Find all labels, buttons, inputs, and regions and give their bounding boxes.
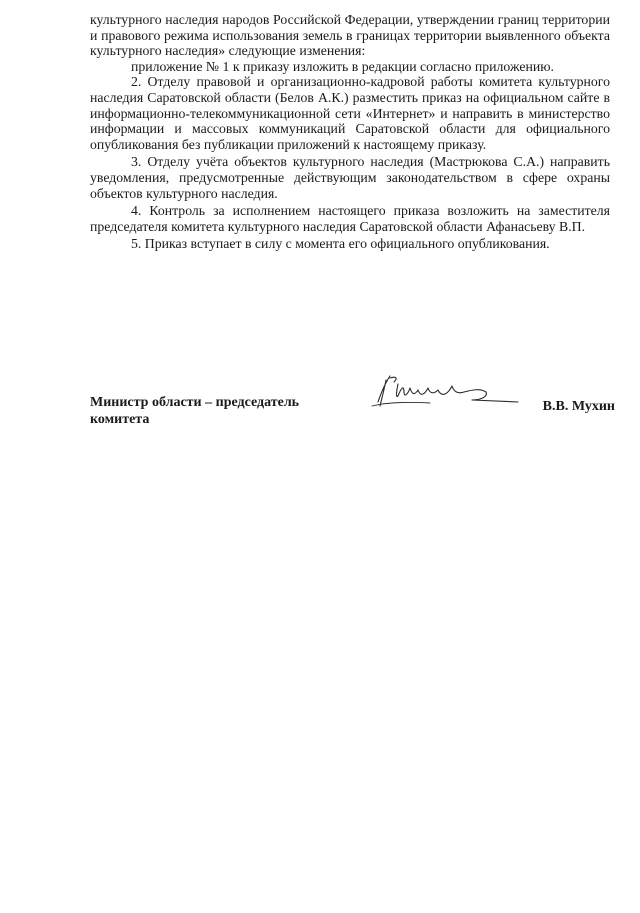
paragraph-item-5: 5. Приказ вступает в силу с момента его официального опубликования.	[131, 236, 550, 252]
handwritten-signature	[368, 372, 528, 412]
signer-name: В.В. Мухин	[542, 399, 615, 414]
document-body	[90, 12, 610, 252]
paragraph-item-2: 2. Отделу правовой и организационно-кадровой работы комитета культурного наследия Саратовской области (Белов А.К.) разместить приказ на официальном сайте в информационно-телекоммуникационной сети «Интернет» и направить в министерство информации и массовых коммуникаций Саратовской области для официального опубликования без публикации приложений к настоящему приказу.	[90, 74, 610, 152]
paragraph-continuation: культурного наследия народов Российской Федерации, утверждении границ территории и правового режима использования земель в границах территории выявленного объекта культурного наследия» следующие изменения:	[90, 12, 610, 59]
paragraph-appendix-clause: приложение № 1 к приказу изложить в редакции согласно приложению.	[131, 58, 554, 74]
signature-block	[90, 394, 615, 438]
signer-position-title: Министр области – председатель комитета	[90, 395, 300, 427]
paragraph-item-4: 4. Контроль за исполнением настоящего приказа возложить на заместителя председателя комитета культурного наследия Саратовской области Афанасьеву В.П.	[90, 203, 610, 234]
paragraph-item-3: 3. Отделу учёта объектов культурного наследия (Мастрюкова С.А.) направить уведомления, предусмотренные действующим законодательством в сфере охраны объектов культурного наследия.	[90, 154, 610, 201]
